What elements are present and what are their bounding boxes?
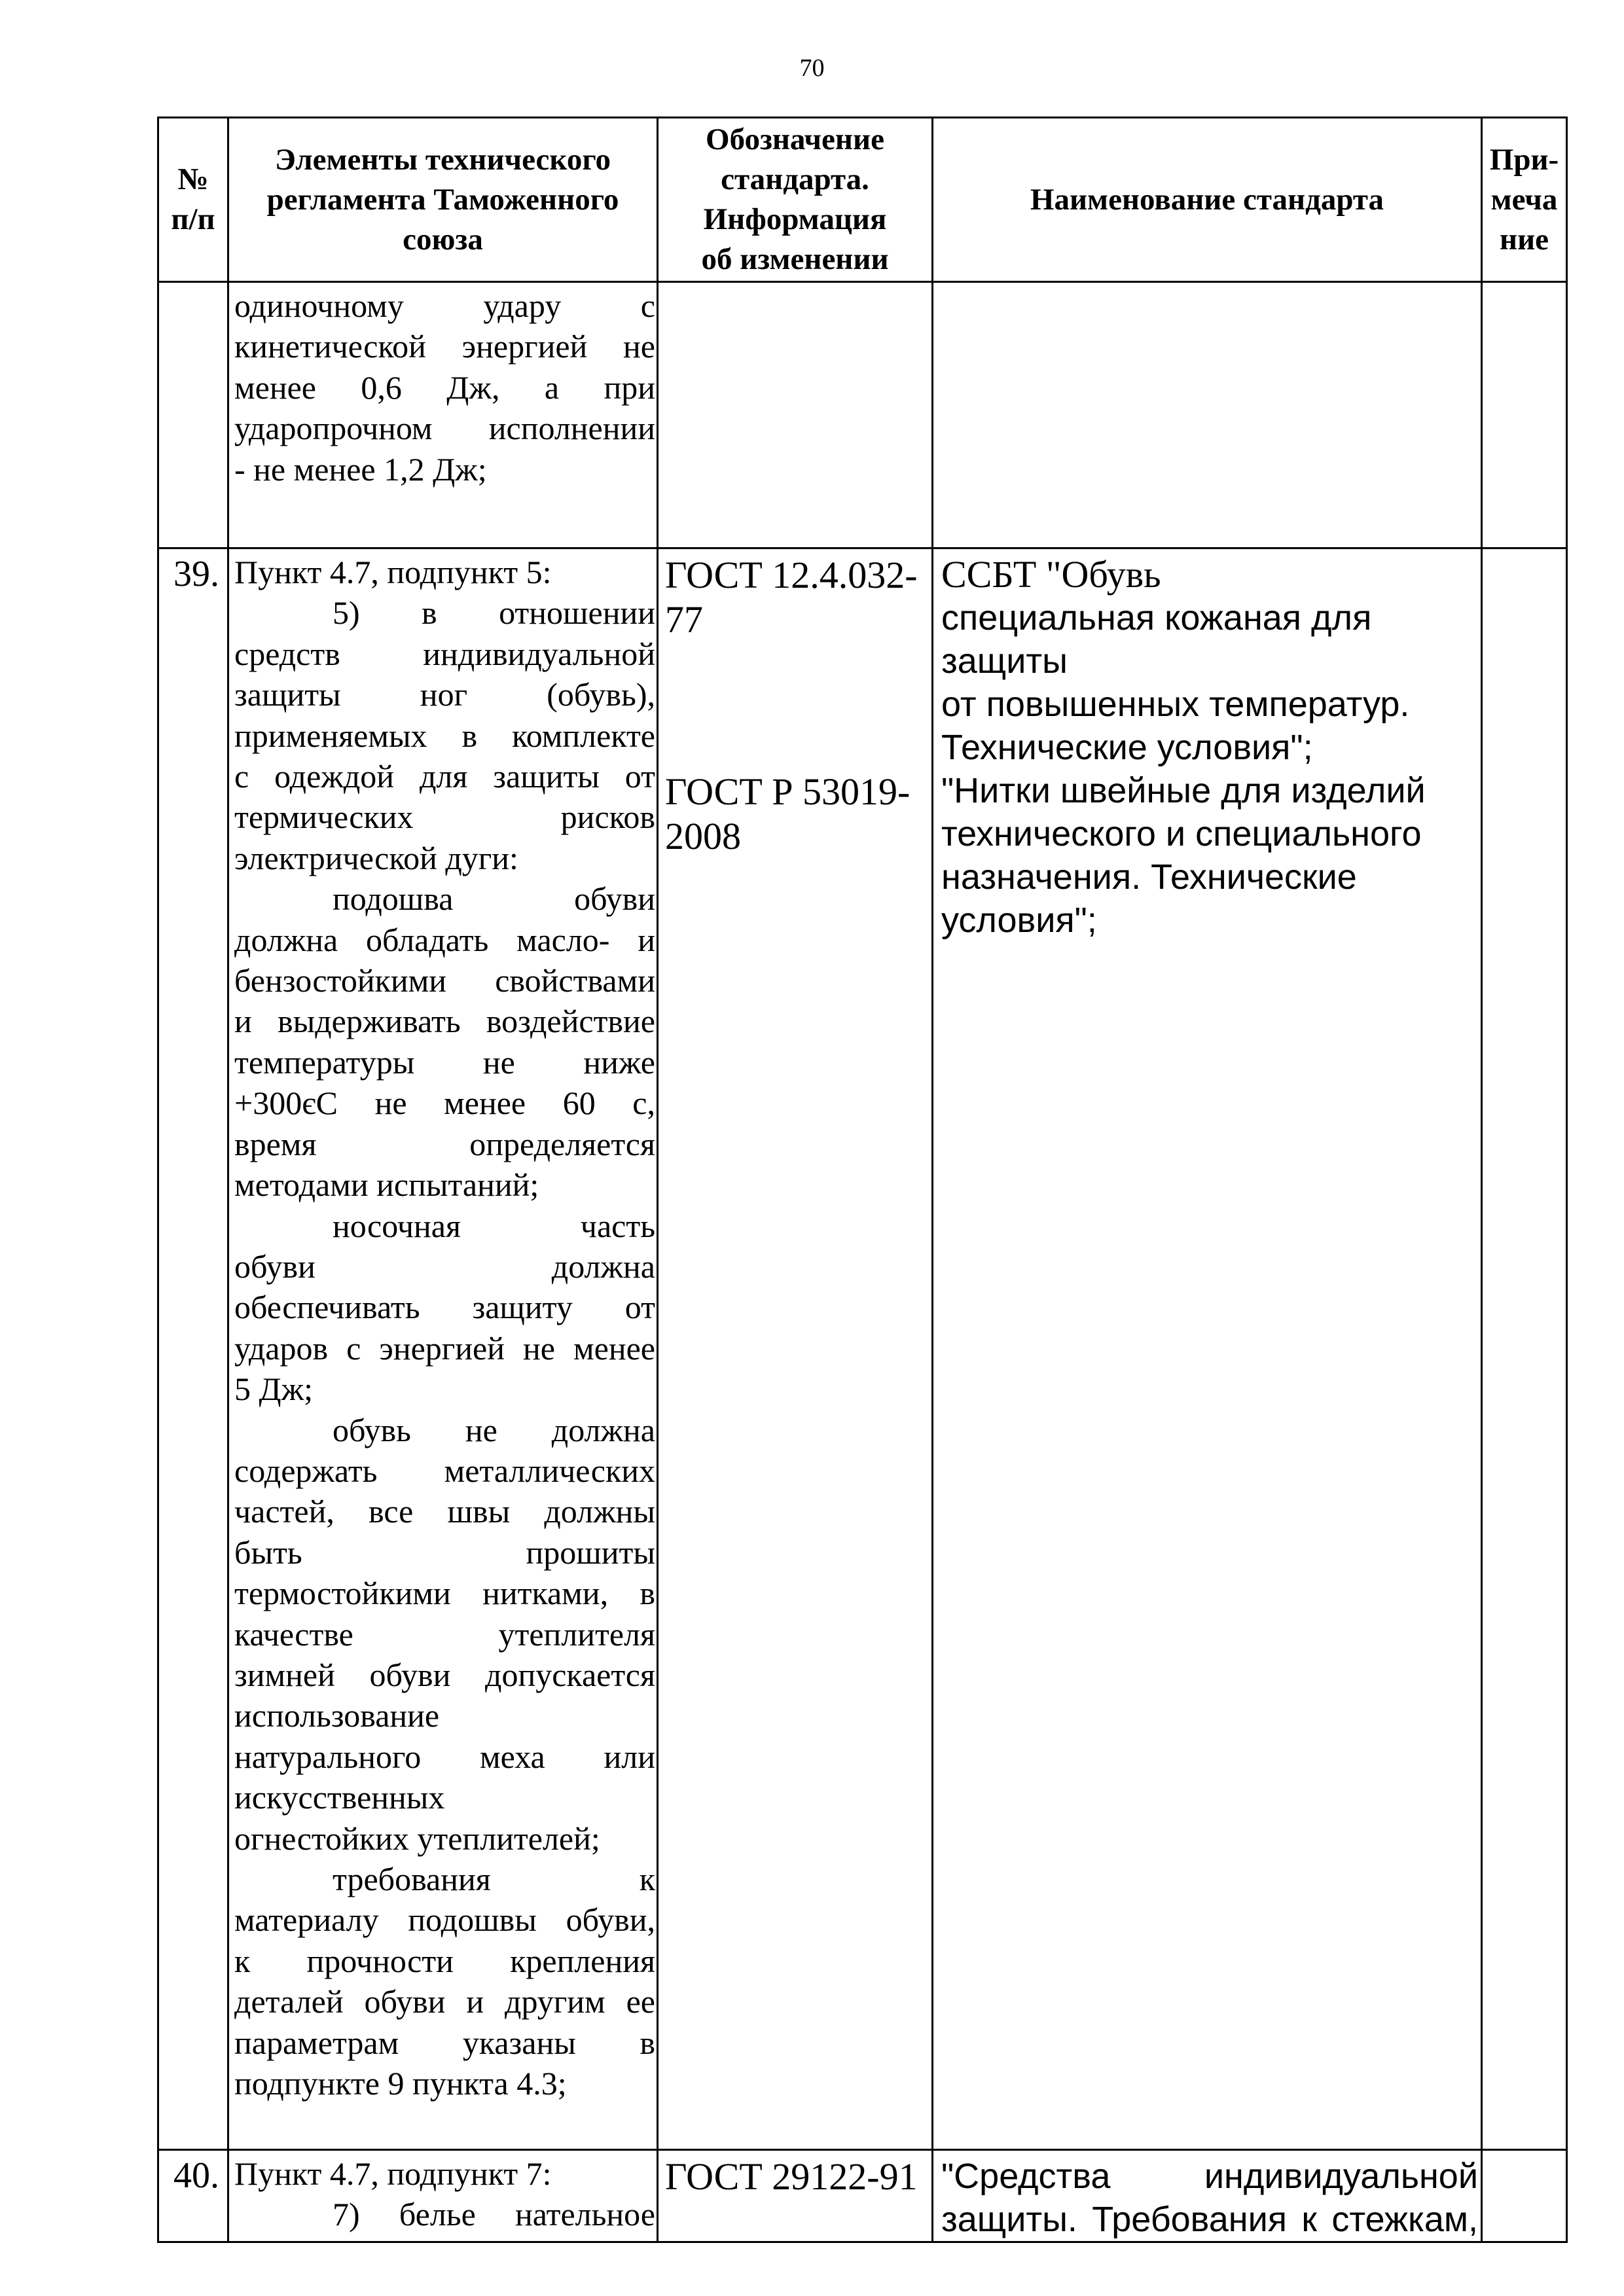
paragraph-2: подошва обуви должна обладать масло- и бензостойкими свойствами и выдерживать воздействие температуры не ниже +300єС не менее 60 с, время определяется методами испытаний;	[234, 880, 655, 1204]
standards-table	[157, 117, 1568, 2243]
page-number: 70	[799, 54, 825, 82]
header-designation: Обозначение стандарта. Информация об изменении	[658, 118, 933, 282]
cell-number	[158, 282, 228, 548]
cell-element	[228, 282, 658, 548]
designation-gost-12-4-032: ГОСТ 12.4.032- 77	[665, 554, 918, 641]
header-standard-name: Наименование стандарта	[933, 118, 1482, 282]
cell-note	[1482, 282, 1567, 548]
cell-note	[1482, 2150, 1567, 2242]
cell-designation	[658, 548, 933, 2150]
cell-number: 40.	[158, 2150, 228, 2242]
paragraph: одиночному удару с кинетической энергией не менее 0,6 Дж, а при ударопрочном исполнении - не менее 1,2 Дж;	[234, 287, 655, 488]
paragraph-1: 7) белье нательное	[333, 2196, 655, 2233]
header-number: № п/п	[158, 118, 228, 282]
cell-standard-name	[933, 548, 1482, 2150]
cell-designation: ГОСТ 29122-91	[658, 2150, 933, 2242]
designation-gost-r-53019: ГОСТ Р 53019- 2008	[665, 770, 911, 857]
cell-designation	[658, 282, 933, 548]
cell-number: 39.	[158, 548, 228, 2150]
cell-standard-name: "Средства индивидуальной защиты. Требования к стежкам,	[933, 2150, 1482, 2242]
standard-name-2: "Нитки швейные для изделий технического и специального назначения. Технические условия";	[941, 771, 1426, 940]
table-row-continuation	[158, 282, 1567, 548]
table-row-40	[158, 2150, 1567, 2242]
element-title: Пункт 4.7, подпункт 5:	[234, 554, 552, 590]
cell-note	[1482, 548, 1567, 2150]
paragraph-1: 5) в отношении средств индивидуальной защиты ног (обувь), применяемых в комплекте с одеждой для защиты от термических рисков электрической дуги:	[234, 594, 655, 876]
element-title: Пункт 4.7, подпункт 7:	[234, 2155, 552, 2192]
header-note: При- меча ние	[1482, 118, 1567, 282]
table-row-39	[158, 548, 1567, 2150]
cell-standard-name	[933, 282, 1482, 548]
cell-element	[228, 2150, 658, 2242]
standard-name-1: ССБТ "Обувь специальная кожаная для защиты от повышенных температур. Технические условия";	[941, 553, 1410, 767]
header-row	[158, 118, 1567, 282]
paragraph-5: требования к материалу подошвы обуви, к прочности крепления деталей обуви и другим ее параметрам указаны в подпункте 9 пункта 4.3;	[234, 1861, 655, 2102]
cell-element	[228, 548, 658, 2150]
paragraph-4: обувь не должна содержать металлических частей, все швы должны быть прошиты термостойкими нитками, в качестве утеплителя зимней обуви допускается использование натурального меха или искусственных огнестойких утеплителей;	[234, 1411, 655, 1857]
header-element: Элементы технического регламента Таможенного союза	[228, 118, 658, 282]
paragraph-3: носочная часть обуви должна обеспечивать защиту от ударов с энергией не менее 5 Дж;	[234, 1207, 655, 1408]
